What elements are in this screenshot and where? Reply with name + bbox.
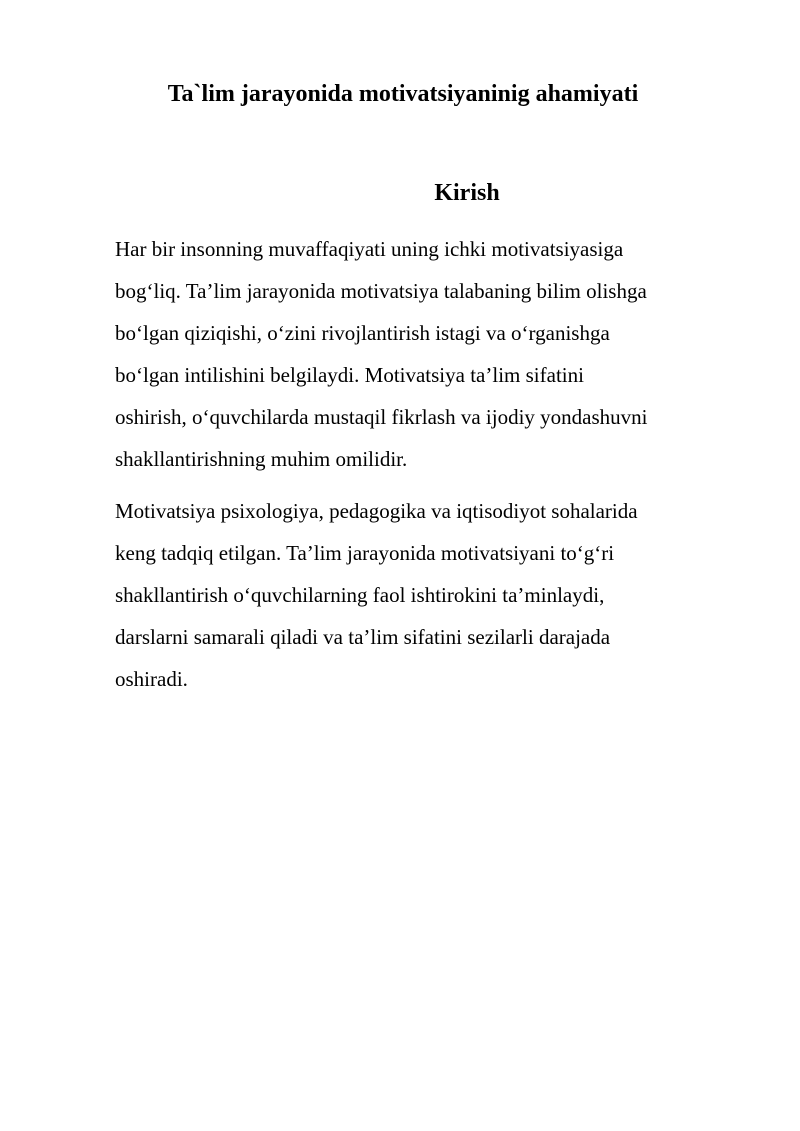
paragraph-line: shakllantirishning muhim omilidir. (115, 447, 408, 471)
paragraph-line: shakllantirish o‘quvchilarning faol ishtirokini ta’minlaydi, (115, 583, 605, 607)
section-heading: Kirish (434, 180, 500, 206)
paragraph-line: bo‘lgan intilishini belgilaydi. Motivatsiya ta’lim sifatini (115, 363, 584, 387)
document-title: Ta`lim jarayonida motivatsiyaninig ahamiyati (167, 81, 639, 107)
paragraph-line: Motivatsiya psixologiya, pedagogika va iqtisodiyot sohalarida (115, 499, 638, 523)
paragraph-1 (115, 228, 745, 480)
paragraph-line: oshiradi. (115, 667, 188, 691)
paragraph-line: oshirish, o‘quvchilarda mustaqil fikrlash va ijodiy yondashuvni (115, 405, 648, 429)
paragraph-line: darslarni samarali qiladi va ta’lim sifatini sezilarli darajada (115, 625, 611, 649)
document-body (115, 228, 745, 710)
paragraph-2 (115, 490, 745, 700)
paragraph-line: bo‘lgan qiziqishi, o‘zini rivojlantirish istagi va o‘rganishga (115, 321, 610, 345)
paragraph-line: bog‘liq. Ta’lim jarayonida motivatsiya talabaning bilim olishga (115, 279, 647, 303)
paragraph-line: Har bir insonning muvaffaqiyati uning ichki motivatsiyasiga (115, 237, 624, 261)
paragraph-line: keng tadqiq etilgan. Ta’lim jarayonida motivatsiyani to‘g‘ri (115, 541, 615, 565)
